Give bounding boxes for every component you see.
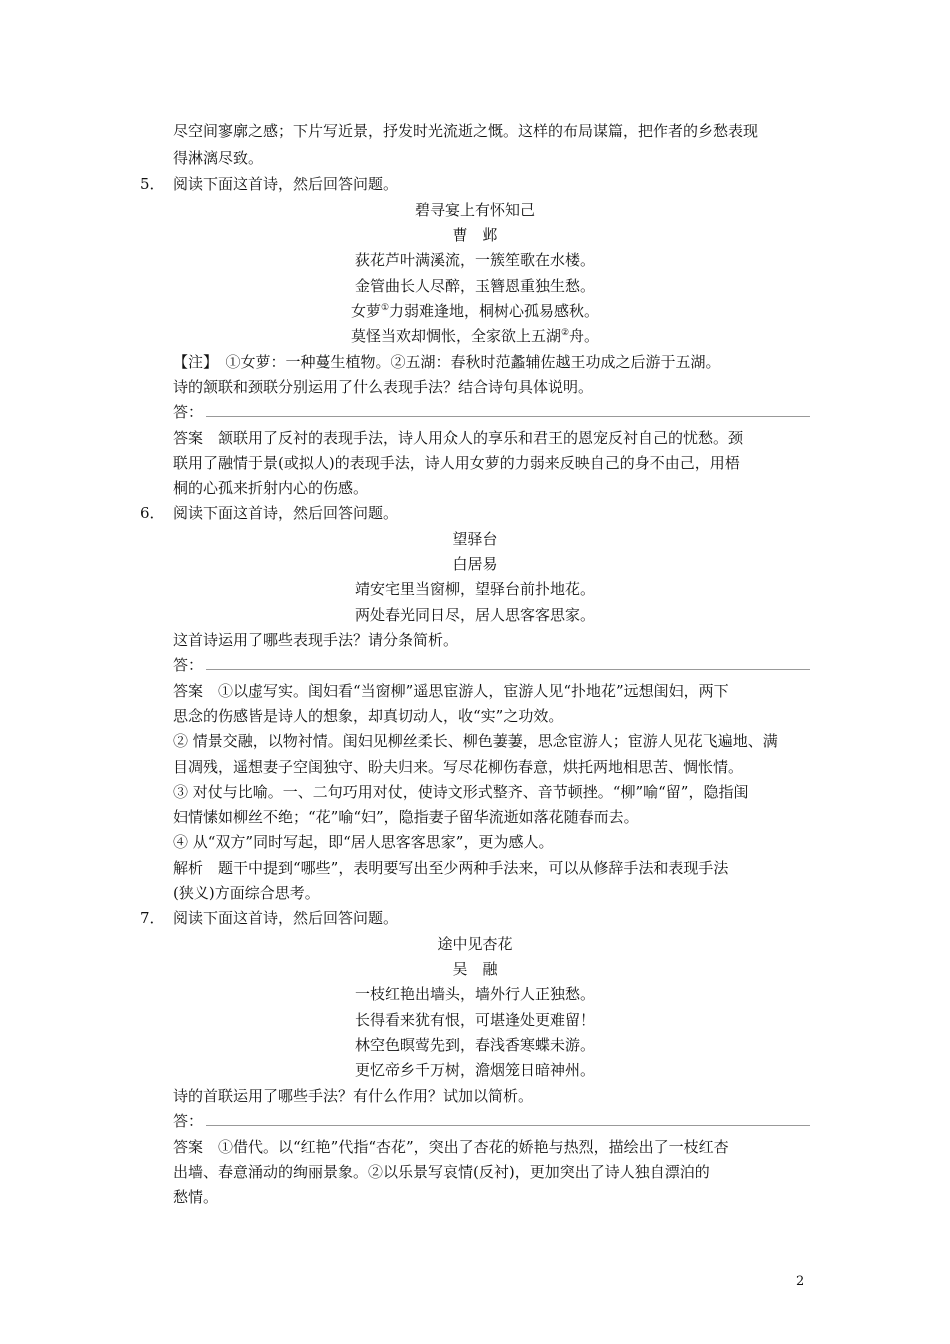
q7-poem-title: 途中见杏花 bbox=[437, 935, 513, 953]
q7-answer-line-3: 愁情。 bbox=[173, 1188, 219, 1206]
q6-poem-title: 望驿台 bbox=[452, 530, 498, 548]
q7-question: 诗的首联运用了哪些手法？有什么作用？试加以简析。 bbox=[173, 1087, 534, 1105]
q7-number: 7． bbox=[140, 909, 165, 927]
q6-prompt: 阅读下面这首诗，然后回答问题。 bbox=[173, 504, 399, 522]
q5-poem-author: 曹 邺 bbox=[452, 226, 498, 244]
q7-poem-author: 吴 融 bbox=[452, 960, 498, 978]
q5-answer-line-2: 联用了融情于景(或拟人)的表现手法，诗人用女萝的力弱来反映自己的身不由己，用梧 bbox=[173, 454, 740, 472]
q6-answer-line-2: 思念的伤感皆是诗人的想象，却真切动人，收“实”之功效。 bbox=[173, 707, 564, 725]
q5-answer-blank-line bbox=[206, 416, 810, 417]
q5-poem-line-2: 金管曲长人尽醉，玉簪恩重独生愁。 bbox=[354, 277, 595, 295]
q5-poem-line-4: 莫怪当欢却惆怅，全家欲上五湖②舟。 bbox=[350, 327, 600, 345]
q7-prompt: 阅读下面这首诗，然后回答问题。 bbox=[173, 909, 399, 927]
q5-note: 【注】 ①女萝：一种蔓生植物。②五湖：春秋时范蠡辅佐越王功成之后游于五湖。 bbox=[173, 353, 721, 371]
q5-answer-line-1: 答案 颔联用了反衬的表现手法，诗人用众人的享乐和君王的恩宠反衬自己的忧愁。颈 bbox=[173, 429, 744, 447]
q6-answer-blank-line bbox=[206, 669, 810, 670]
intro-line-2: 得淋漓尽致。 bbox=[173, 149, 264, 167]
q6-number: 6． bbox=[140, 504, 165, 522]
q6-answer-label: 答： bbox=[173, 656, 204, 674]
q5-number: 5． bbox=[140, 175, 165, 193]
q6-analysis-line-1: 解析 题干中提到“哪些”，表明要写出至少两种手法来，可以从修辞手法和表现手法 bbox=[173, 859, 729, 877]
q7-answer-line-1: 答案 ①借代。以“红艳”代指“杏花”，突出了杏花的娇艳与热烈，描绘出了一枝红杏 bbox=[173, 1138, 729, 1156]
q7-poem-line-2: 长得看来犹有恨，可堪逢处更难留！ bbox=[354, 1011, 595, 1029]
q5-answer-label: 答： bbox=[173, 403, 204, 421]
q7-poem-line-1: 一枝红艳出墙头，墙外行人正独愁。 bbox=[354, 985, 595, 1003]
q5-answer-line-3: 桐的心孤来折射内心的伤感。 bbox=[173, 479, 369, 497]
q6-question: 这首诗运用了哪些表现手法？请分条简析。 bbox=[173, 631, 459, 649]
footnote-marker-1: ① bbox=[380, 303, 390, 313]
q5-question: 诗的颔联和颈联分别运用了什么表现手法？结合诗句具体说明。 bbox=[173, 378, 594, 396]
q7-poem-line-4: 更忆帝乡千万树，澹烟笼日暗神州。 bbox=[354, 1061, 595, 1079]
q5-prompt: 阅读下面这首诗，然后回答问题。 bbox=[173, 175, 399, 193]
q5-poem-line-3: 女萝①力弱难逢地，桐树心孤易感秋。 bbox=[350, 302, 600, 320]
q7-answer-line-2: 出墙、春意涌动的绚丽景象。②以乐景写哀情(反衬)，更加突出了诗人独自漂泊的 bbox=[173, 1163, 710, 1181]
q6-answer-line-7: ④ 从“双方”同时写起，即“居人思客客思家”，更为感人。 bbox=[173, 833, 554, 851]
page-number: 2 bbox=[796, 1274, 805, 1289]
q6-answer-line-4: 目凋残，遥想妻子空闺独守、盼夫归来。写尽花柳伤春意，烘托两地相思苦、惆怅情。 bbox=[173, 758, 744, 776]
q6-analysis-line-2: (狭义)方面综合思考。 bbox=[173, 884, 320, 902]
footnote-marker-2: ② bbox=[560, 328, 570, 338]
q6-poem-author: 白居易 bbox=[452, 555, 498, 573]
q5-poem-title: 碧寻宴上有怀知己 bbox=[414, 201, 535, 219]
intro-line-1: 尽空间寥廓之感；下片写近景，抒发时光流逝之慨。这样的布局谋篇，把作者的乡愁表现 bbox=[173, 122, 759, 140]
q6-poem-line-2: 两处春光同日尽，居人思客客思家。 bbox=[354, 606, 595, 624]
q6-answer-line-6: 妇情愫如柳丝不绝；“花”喻“妇”，隐指妻子留华流逝如落花随春而去。 bbox=[173, 808, 639, 826]
q5-poem-line-1: 荻花芦叶满溪流，一簇笙歌在水楼。 bbox=[354, 251, 595, 269]
q6-answer-line-1: 答案 ①以虚写实。闺妇看“当窗柳”遥思宦游人，宦游人见“扑地花”远想闺妇，两下 bbox=[173, 682, 729, 700]
q7-answer-blank-line bbox=[206, 1125, 810, 1126]
q7-poem-line-3: 林空色暝莺先到，春浅香寒蝶未游。 bbox=[354, 1036, 595, 1054]
q7-answer-label: 答： bbox=[173, 1112, 204, 1130]
q6-answer-line-5: ③ 对仗与比喻。一、二句巧用对仗，使诗文形式整齐、音节顿挫。“柳”喻“留”，隐指闺 bbox=[173, 783, 749, 801]
q6-poem-line-1: 靖安宅里当窗柳，望驿台前扑地花。 bbox=[354, 580, 595, 598]
q6-answer-line-3: ② 情景交融，以物衬情。闺妇见柳丝柔长、柳色萋萋，思念宦游人；宦游人见花飞遍地、满 bbox=[173, 732, 778, 750]
